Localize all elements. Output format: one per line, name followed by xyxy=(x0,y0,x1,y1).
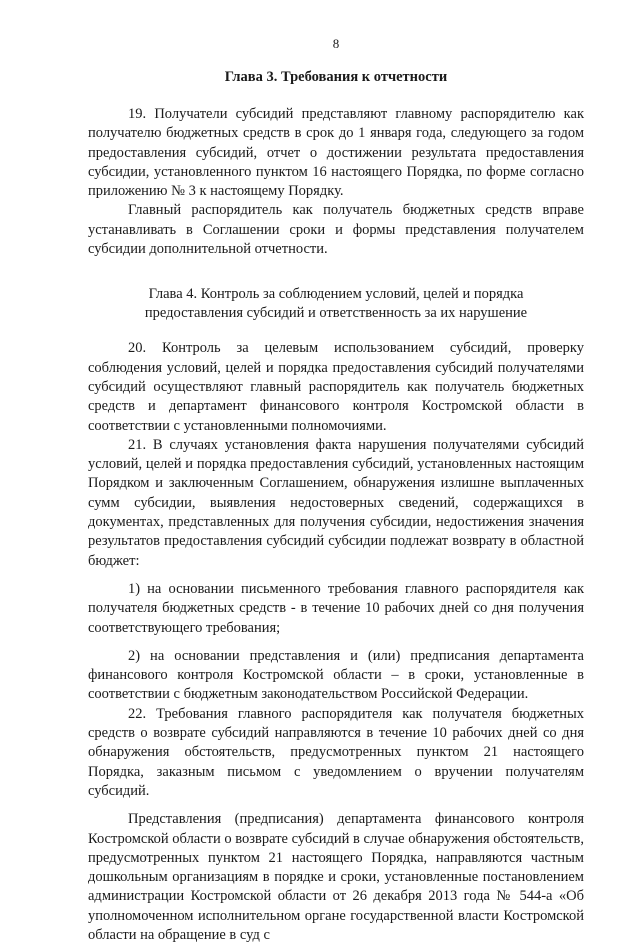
chapter-4-title xyxy=(88,285,584,323)
paragraph-19-additional: Главный распорядитель как получатель бюджетных средств вправе устанавливать в Соглашении сроки и формы представления получателем субсидии дополнительной отчетности. xyxy=(88,202,584,258)
paragraph-21-item-1: 1) на основании письменного требования главного распорядителя как получателя бюджетных средств - в течение 10 рабочих дней со дня получения соответствующего требования; xyxy=(88,580,584,636)
paragraph-22-additional: Представления (предписания) департамента финансового контроля Костромской области о возврате субсидий в случае обнаружения обстоятельств, предусмотренных пунктом 21 настоящего Порядка, направляются частным дошкольным организациям в порядке и сроки, установленные постановлением администрации Костромской области от 26 декабря 2013 года № 544-а «Об уполномоченном исполнительном органе государственной власти Костромской области на обращение в суд с xyxy=(88,811,584,943)
page-number: 8 xyxy=(332,36,340,51)
paragraph-19: 19. Получатели субсидий представляют главному распорядителю как получателю бюджетных средств в срок до 1 января года, следующего за годом предоставления субсидий, отчет о достижении результата предоставления субсидии, установленного пунктом 16 настоящего Порядка, по форме согласно приложению № 3 к настоящему Порядку. xyxy=(88,106,584,200)
paragraph-21-item-2: 2) на основании представления и (или) предписания департамента финансового контроля Костромской области – в сроки, установленные в соответствии с бюджетным законодательством Российской Федерации. xyxy=(88,647,584,703)
chapter-4-title-line-1: Глава 4. Контроль за соблюдением условий, целей и порядка xyxy=(148,286,524,303)
chapter-4-title-line-2: предоставления субсидий и ответственность за их нарушение xyxy=(144,305,528,322)
paragraph-21: 21. В случаях установления факта нарушения получателями субсидий условий, целей и порядка предоставления субсидий, установленных настоящим Порядком и заключенным Соглашением, обнаружения излишне выплаченных сумм субсидии, выявления недостоверных сведений, содержащихся в документах, представленных для получения субсидии, недостижения значения результатов предоставления субсидий субсидии подлежат возврату в областной бюджет: xyxy=(88,436,584,569)
paragraph-22: 22. Требования главного распорядителя как получателя бюджетных средств о возврате субсидий направляются в течение 10 рабочих дней со дня обнаружения обстоятельств, предусмотренных пунктом 21 настоящего Порядка, заказным письмом с уведомлением о вручении получателям субсидий. xyxy=(88,705,584,799)
chapter-3-title: Глава 3. Требования к отчетности xyxy=(224,69,448,85)
paragraph-20: 20. Контроль за целевым использованием субсидий, проверку соблюдения условий, целей и порядка предоставления субсидий получателями субсидий осуществляют главный распорядитель как получатель бюджетных средств и департамент финансового контроля Костромской области в соответствии с установленными полномочиями. xyxy=(88,340,584,434)
